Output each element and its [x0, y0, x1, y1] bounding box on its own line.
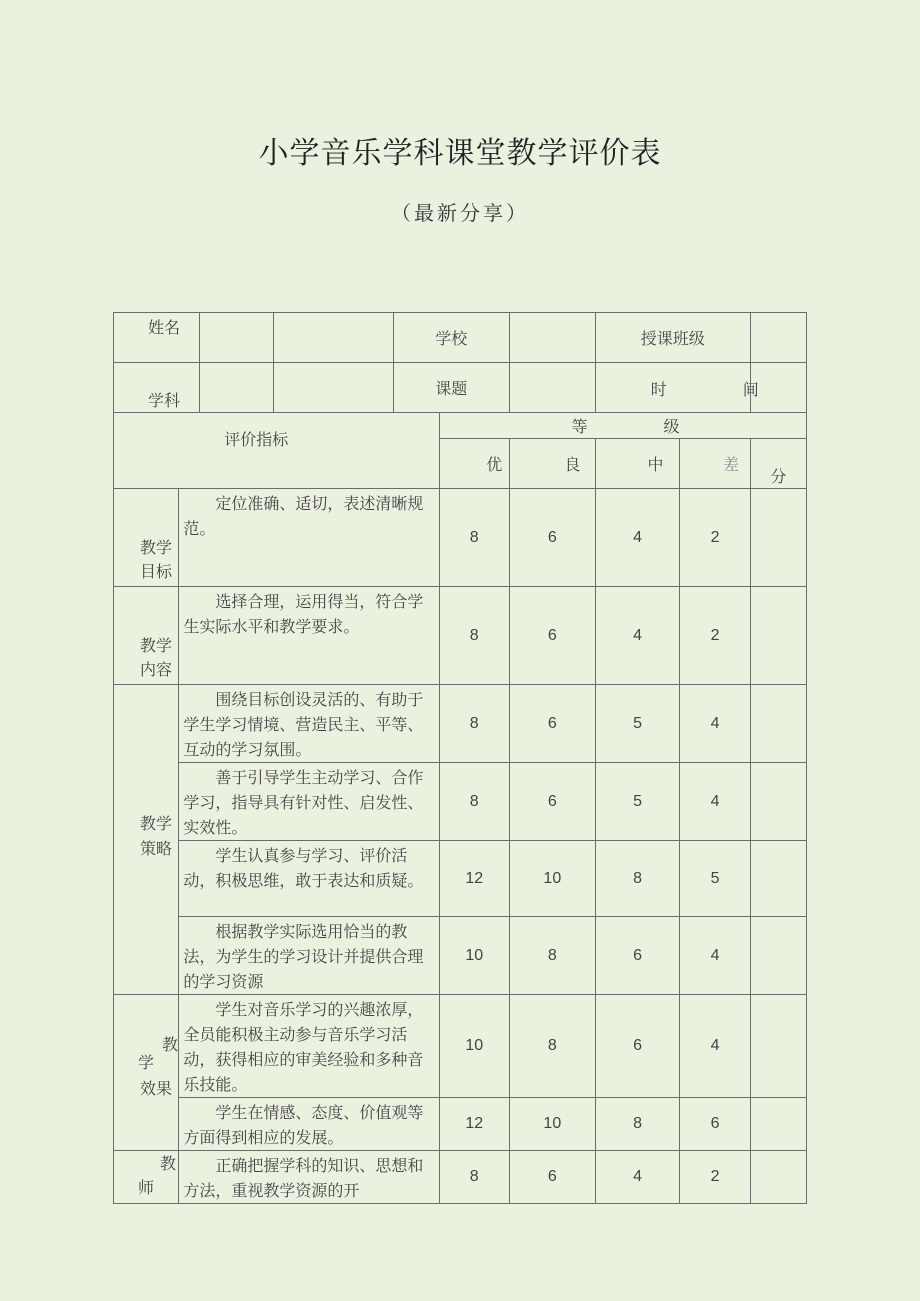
score-input[interactable] [750, 489, 806, 587]
category-content: 教学 内容 [114, 587, 179, 685]
category-strategy: 教学 策略 [114, 685, 179, 995]
info-row-1 [114, 313, 807, 363]
score-input[interactable] [750, 1098, 806, 1151]
page-title: 小学音乐学科课堂教学评价表 [258, 136, 662, 171]
score-input[interactable] [750, 763, 806, 841]
grade-label-1: 等 [571, 417, 588, 436]
score-good: 10 [509, 841, 595, 917]
score-medium: 8 [595, 1098, 680, 1151]
score-good: 8 [509, 995, 595, 1098]
table-row [114, 995, 807, 1098]
score-excellent: 12 [439, 1098, 509, 1151]
time-label-cell [595, 363, 759, 413]
page-subtitle: （最新分享） [391, 201, 529, 225]
table-row [114, 685, 807, 763]
score-good: 6 [509, 587, 595, 685]
score-poor: 4 [680, 763, 750, 841]
class-label-cell [595, 313, 750, 363]
school-value-cell[interactable] [509, 313, 595, 363]
score-good: 6 [509, 1151, 595, 1204]
time-label-2: 间 [742, 380, 759, 399]
name-label: 姓名 [148, 318, 181, 337]
medium-header: 中 [595, 439, 680, 489]
class-value-cell[interactable] [750, 313, 806, 363]
score-header: 分 [750, 439, 806, 489]
indicator-desc: 学生在情感、态度、价值观等方面得到相应的发展。 [179, 1098, 439, 1151]
indicator-desc: 学生对音乐学习的兴趣浓厚，全员能积极主动参与音乐学习活动，获得相应的审美经验和多种音乐技能。 [179, 995, 439, 1098]
score-excellent: 12 [439, 841, 509, 917]
table-row [114, 587, 807, 685]
indicator-label: 评价指标 [224, 430, 289, 449]
name-value-cell[interactable] [274, 313, 393, 363]
score-excellent: 10 [439, 995, 509, 1098]
indicator-desc: 正确把握学科的知识、思想和方法，重视教学资源的开 [179, 1151, 439, 1204]
table-row [114, 1151, 807, 1204]
score-medium: 5 [595, 763, 680, 841]
subject-label: 学科 [148, 391, 181, 410]
score-good: 10 [509, 1098, 595, 1151]
score-poor: 5 [680, 841, 750, 917]
school-label: 学校 [435, 329, 468, 348]
category-teacher: 教 师 [114, 1151, 179, 1204]
score-poor: 6 [680, 1098, 750, 1151]
score-medium: 5 [595, 685, 680, 763]
category-effect: 教 学 效果 [114, 995, 179, 1151]
score-medium: 4 [595, 1151, 680, 1204]
score-excellent: 8 [439, 587, 509, 685]
name-label-cell [114, 313, 274, 363]
score-medium: 4 [595, 587, 680, 685]
indicator-header [114, 413, 440, 489]
indicator-desc: 善于引导学生主动学习、合作学习，指导具有针对性、启发性、实效性。 [179, 763, 439, 841]
header-row-1 [114, 413, 807, 439]
score-input[interactable] [750, 587, 806, 685]
evaluation-table [113, 312, 807, 1204]
score-excellent: 8 [439, 1151, 509, 1204]
indicator-desc: 定位准确、适切，表述清晰规范。 [179, 489, 439, 587]
class-label: 授课班级 [640, 329, 705, 348]
poor-header: 差 [680, 439, 750, 489]
score-input[interactable] [750, 995, 806, 1098]
indicator-desc: 围绕目标创设灵活的、有助于学生学习情境、营造民主、平等、互动的学习氛围。 [179, 685, 439, 763]
score-excellent: 8 [439, 489, 509, 587]
score-input[interactable] [750, 1151, 806, 1204]
score-poor: 2 [680, 1151, 750, 1204]
table-row [114, 489, 807, 587]
score-excellent: 8 [439, 685, 509, 763]
time-value-cell[interactable] [750, 363, 806, 413]
score-excellent: 8 [439, 763, 509, 841]
subject-label-cell [114, 363, 274, 413]
score-poor: 4 [680, 917, 750, 995]
excellent-header: 优 [439, 439, 509, 489]
indicator-desc: 选择合理，运用得当，符合学生实际水平和教学要求。 [179, 587, 439, 685]
school-label-cell [393, 313, 509, 363]
topic-value-cell[interactable] [509, 363, 595, 413]
table-row [114, 841, 807, 917]
score-input[interactable] [750, 685, 806, 763]
table-row [114, 1098, 807, 1151]
good-header: 良 [509, 439, 595, 489]
score-poor: 4 [680, 995, 750, 1098]
topic-label: 课题 [435, 379, 468, 398]
subject-value-cell[interactable] [274, 363, 393, 413]
score-good: 6 [509, 685, 595, 763]
score-good: 6 [509, 763, 595, 841]
category-goal: 教学 目标 [114, 489, 179, 587]
grade-label-2: 级 [663, 417, 680, 436]
score-excellent: 10 [439, 917, 509, 995]
score-medium: 8 [595, 841, 680, 917]
score-good: 8 [509, 917, 595, 995]
time-label-1: 时 [650, 380, 667, 399]
score-medium: 4 [595, 489, 680, 587]
info-row-2 [114, 363, 807, 413]
score-good: 6 [509, 489, 595, 587]
indicator-desc: 学生认真参与学习、评价活动，积极思维，敢于表达和质疑。 [179, 841, 439, 917]
table-row [114, 763, 807, 841]
grade-header [439, 413, 806, 439]
score-input[interactable] [750, 917, 806, 995]
score-poor: 2 [680, 587, 750, 685]
score-medium: 6 [595, 995, 680, 1098]
score-medium: 6 [595, 917, 680, 995]
indicator-desc: 根据教学实际选用恰当的教法，为学生的学习设计并提供合理的学习资源 [179, 917, 439, 995]
table-row [114, 917, 807, 995]
score-input[interactable] [750, 841, 806, 917]
topic-label-cell [393, 363, 509, 413]
score-poor: 4 [680, 685, 750, 763]
score-poor: 2 [680, 489, 750, 587]
